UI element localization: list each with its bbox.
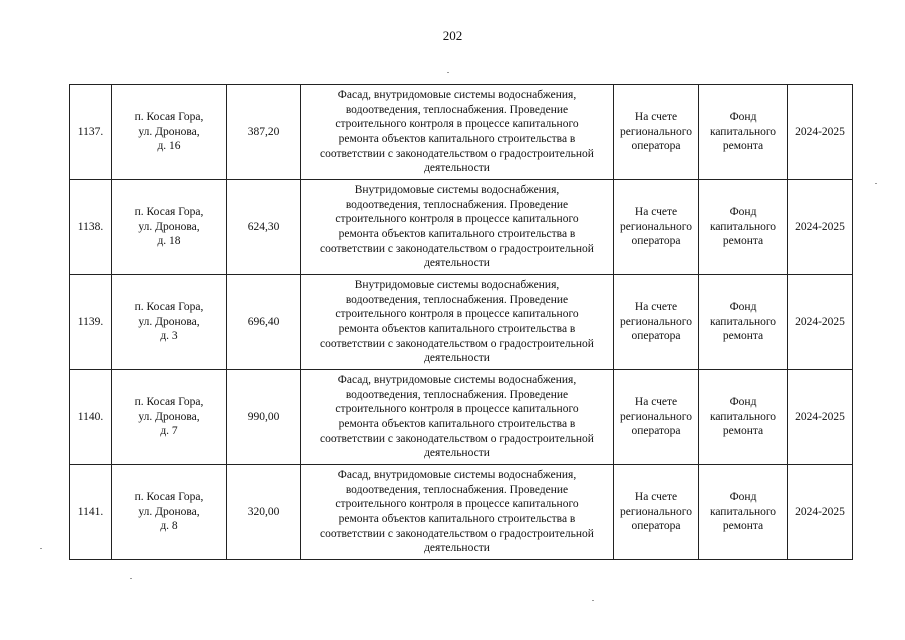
account-cell: [614, 465, 699, 560]
fund-line: капитального: [709, 505, 777, 518]
works-description-line: ремонта объектов капитального строительства в: [338, 133, 576, 145]
period-cell: 2024-2025: [788, 275, 853, 370]
account-line: оператора: [631, 330, 681, 343]
area-cell: 990,00: [227, 370, 301, 465]
fund-line: ремонта: [722, 520, 764, 533]
period-cell: 2024-2025: [788, 370, 853, 465]
fund-cell: [699, 180, 788, 275]
address-line: ул. Дронова,: [138, 315, 200, 328]
works-description-line: деятельности: [424, 162, 490, 175]
works-description-line: ремонта объектов капитального строительства в: [338, 323, 576, 335]
row-number-cell: 1138.: [70, 180, 112, 275]
fund-cell: [699, 465, 788, 560]
fund-cell: [699, 275, 788, 370]
account-line: регионального: [620, 505, 692, 518]
works-description-line: водоотведения, теплоснабжения. Проведение: [345, 293, 569, 306]
works-description-line: ремонта объектов капитального строительства в: [338, 418, 576, 430]
fund-line: Фонд: [729, 206, 757, 219]
area-cell: 696,40: [227, 275, 301, 370]
address-line: п. Косая Гора,: [134, 301, 204, 314]
area-cell: 320,00: [227, 465, 301, 560]
fund-line: капитального: [709, 315, 777, 328]
table-body: [70, 85, 853, 560]
address-line: п. Косая Гора,: [134, 111, 204, 124]
row-number-cell: 1137.: [70, 85, 112, 180]
row-number-cell: 1140.: [70, 370, 112, 465]
works-description-line: Фасад, внутридомовые системы водоснабжения,: [337, 89, 577, 102]
scan-speck: [875, 183, 877, 184]
fund-cell: [699, 370, 788, 465]
address-cell: [112, 180, 227, 275]
fund-line: Фонд: [729, 491, 757, 504]
works-description-cell: [301, 465, 614, 560]
works-description-line: строительного контроля в процессе капитального: [335, 308, 579, 321]
account-line: регионального: [620, 410, 692, 423]
account-line: регионального: [620, 315, 692, 328]
works-description-line: Фасад, внутридомовые системы водоснабжения,: [337, 374, 577, 387]
works-description-line: деятельности: [424, 352, 490, 365]
area-cell: 387,20: [227, 85, 301, 180]
works-description-line: соответствии с законодательством о градостроительной: [320, 242, 594, 255]
fund-line: капитального: [709, 410, 777, 423]
works-description-cell: [301, 85, 614, 180]
works-description-line: строительного контроля в процессе капитального: [335, 498, 579, 511]
works-description-line: Внутридомовые системы водоснабжения,: [354, 279, 560, 292]
works-description-line: деятельности: [424, 257, 490, 270]
period-cell: 2024-2025: [788, 85, 853, 180]
fund-line: ремонта: [722, 140, 764, 153]
works-description-line: Внутридомовые системы водоснабжения,: [354, 184, 560, 197]
address-line: ул. Дронова,: [138, 410, 200, 423]
fund-line: Фонд: [729, 301, 757, 314]
works-description-line: строительного контроля в процессе капитального: [335, 118, 579, 131]
address-line: д. 18: [157, 235, 181, 248]
area-cell: 624,30: [227, 180, 301, 275]
address-line: п. Косая Гора,: [134, 206, 204, 219]
address-line: ул. Дронова,: [138, 220, 200, 233]
account-cell: [614, 275, 699, 370]
row-number-cell: 1141.: [70, 465, 112, 560]
scan-speck: [592, 600, 594, 601]
account-line: На счете: [634, 491, 678, 504]
account-line: На счете: [634, 111, 678, 124]
table-row: [70, 180, 853, 275]
works-description-line: строительного контроля в процессе капитального: [335, 213, 579, 226]
fund-line: ремонта: [722, 235, 764, 248]
period-cell: 2024-2025: [788, 465, 853, 560]
works-description-line: ремонта объектов капитального строительства в: [338, 228, 576, 240]
account-line: оператора: [631, 235, 681, 248]
address-line: д. 8: [160, 520, 178, 533]
scan-speck: [447, 72, 449, 73]
period-cell: 2024-2025: [788, 180, 853, 275]
address-cell: [112, 85, 227, 180]
works-description-cell: [301, 275, 614, 370]
account-line: На счете: [634, 206, 678, 219]
address-line: ул. Дронова,: [138, 505, 200, 518]
account-line: На счете: [634, 301, 678, 314]
works-description-line: водоотведения, теплоснабжения. Проведение: [345, 483, 569, 496]
scan-speck: [130, 578, 132, 579]
works-description-line: водоотведения, теплоснабжения. Проведение: [345, 103, 569, 116]
fund-line: Фонд: [729, 396, 757, 409]
works-description-line: соответствии с законодательством о градостроительной: [320, 147, 594, 160]
account-line: регионального: [620, 125, 692, 138]
address-cell: [112, 465, 227, 560]
works-description-line: строительного контроля в процессе капитального: [335, 403, 579, 416]
works-description-line: водоотведения, теплоснабжения. Проведение: [345, 198, 569, 211]
fund-line: ремонта: [722, 330, 764, 343]
table-row: [70, 85, 853, 180]
table-row: [70, 275, 853, 370]
works-description-line: деятельности: [424, 447, 490, 460]
works-description-line: ремонта объектов капитального строительства в: [338, 513, 576, 525]
table-row: [70, 370, 853, 465]
account-line: оператора: [631, 140, 681, 153]
scan-speck: [40, 548, 42, 549]
address-line: д. 16: [157, 140, 181, 153]
address-line: ул. Дронова,: [138, 125, 200, 138]
fund-line: Фонд: [729, 111, 757, 124]
works-description-cell: [301, 370, 614, 465]
account-line: регионального: [620, 220, 692, 233]
address-cell: [112, 275, 227, 370]
address-line: д. 3: [160, 330, 178, 343]
account-cell: [614, 85, 699, 180]
fund-line: ремонта: [722, 425, 764, 438]
works-description-line: деятельности: [424, 542, 490, 555]
works-description-line: соответствии с законодательством о градостроительной: [320, 432, 594, 445]
fund-cell: [699, 85, 788, 180]
account-line: оператора: [631, 520, 681, 533]
account-line: оператора: [631, 425, 681, 438]
page-number: 202: [442, 28, 463, 43]
account-cell: [614, 180, 699, 275]
address-cell: [112, 370, 227, 465]
works-description-line: водоотведения, теплоснабжения. Проведение: [345, 388, 569, 401]
works-description-cell: [301, 180, 614, 275]
table-row: [70, 465, 853, 560]
fund-line: капитального: [709, 220, 777, 233]
works-description-line: Фасад, внутридомовые системы водоснабжения,: [337, 469, 577, 482]
fund-line: капитального: [709, 125, 777, 138]
repair-schedule-table: [69, 84, 853, 560]
account-line: На счете: [634, 396, 678, 409]
address-line: п. Косая Гора,: [134, 396, 204, 409]
works-description-line: соответствии с законодательством о градостроительной: [320, 337, 594, 350]
row-number-cell: 1139.: [70, 275, 112, 370]
works-description-line: соответствии с законодательством о градостроительной: [320, 527, 594, 540]
address-line: п. Косая Гора,: [134, 491, 204, 504]
account-cell: [614, 370, 699, 465]
address-line: д. 7: [160, 425, 178, 438]
